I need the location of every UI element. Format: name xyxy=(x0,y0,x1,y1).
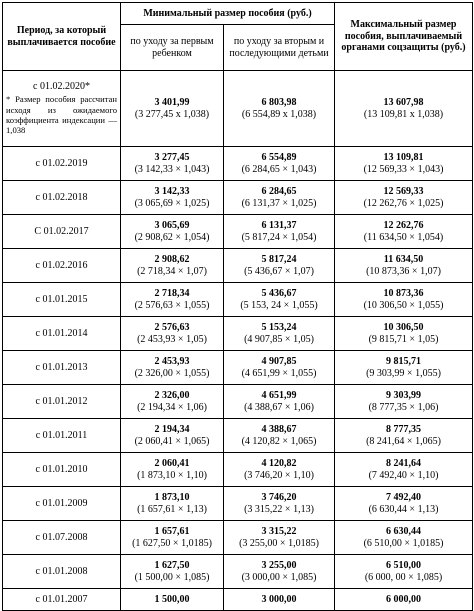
table-row xyxy=(3,215,473,249)
table-row xyxy=(3,249,473,283)
max-benefit-calculation: (8 241,64 × 1,065) xyxy=(366,435,441,447)
first-child-cell xyxy=(121,487,224,521)
first-child-calculation: (2 326,00 × 1,055) xyxy=(134,367,210,379)
max-benefit-calculation: (12 262,76 × 1,025) xyxy=(363,197,444,209)
period-cell xyxy=(3,487,121,521)
header-second-child: по уходу за вторым и последующими детьми xyxy=(224,25,335,71)
max-benefit-calculation: (8 777,35 × 1,06) xyxy=(368,401,439,413)
footnote: * Размер пособия рассчитан исходя из ожидаемого коэффициента индексации — 1,038 xyxy=(6,94,117,136)
first-child-cell xyxy=(121,589,224,611)
first-child-amount: 2 453,93 xyxy=(154,355,190,367)
second-child-cell xyxy=(224,215,335,249)
table-row xyxy=(3,181,473,215)
second-child-cell xyxy=(224,419,335,453)
second-child-calculation: (5 817,24 × 1,054) xyxy=(241,231,317,243)
first-child-calculation: (1 627,50 × 1,0185) xyxy=(132,537,212,549)
first-child-amount: 1 627,50 xyxy=(154,559,190,571)
second-child-amount: 6 554,89 xyxy=(261,151,297,163)
first-child-calculation: (3 277,45 х 1,038) xyxy=(134,108,210,120)
first-child-cell xyxy=(121,351,224,385)
period-label: с 01.01.2012 xyxy=(35,395,88,407)
max-benefit-calculation: (12 569,33 × 1,043) xyxy=(363,163,444,175)
max-benefit-amount: 13 109,81 xyxy=(383,151,424,163)
first-child-amount: 2 194,34 xyxy=(154,423,190,435)
max-benefit-amount: 6 000,00 xyxy=(386,593,421,605)
second-child-calculation: (5 153, 24 × 1,055) xyxy=(240,299,318,311)
benefit-table xyxy=(2,2,473,611)
period-label: с 01.02.2018 xyxy=(35,191,88,203)
max-benefit-amount: 6 630,44 xyxy=(386,525,421,537)
benefit-table-container xyxy=(2,2,473,611)
max-benefit-cell xyxy=(335,555,473,589)
period-cell xyxy=(3,351,121,385)
period-cell xyxy=(3,283,121,317)
max-benefit-amount: 9 815,71 xyxy=(386,355,421,367)
max-benefit-cell xyxy=(335,521,473,555)
max-benefit-amount: 12 569,33 xyxy=(383,185,424,197)
table-row xyxy=(3,147,473,181)
period-label: с 01.01.2013 xyxy=(35,361,88,373)
period-cell xyxy=(3,147,121,181)
period-label: с 01.02.2016 xyxy=(35,259,88,271)
max-benefit-calculation: (10 873,36 × 1,07) xyxy=(366,265,441,277)
first-child-amount: 3 277,45 xyxy=(154,151,190,163)
period-label: с 01.01.2014 xyxy=(35,327,88,339)
header-first-child: по уходу за первым ребенком xyxy=(121,25,224,71)
second-child-cell xyxy=(224,181,335,215)
table-row xyxy=(3,419,473,453)
max-benefit-amount: 10 873,36 xyxy=(383,287,424,299)
second-child-calculation: (4 907,85 × 1,05) xyxy=(244,333,314,345)
second-child-cell xyxy=(224,555,335,589)
second-child-amount: 3 746,20 xyxy=(261,491,297,503)
first-child-calculation: (2 718,34 × 1,07) xyxy=(137,265,207,277)
second-child-amount: 6 284,65 xyxy=(261,185,297,197)
max-benefit-cell xyxy=(335,283,473,317)
second-child-amount: 5 817,24 xyxy=(261,253,297,265)
period-cell xyxy=(3,215,121,249)
second-child-amount: 4 651,99 xyxy=(261,389,297,401)
first-child-calculation: (2 453,93 × 1,05) xyxy=(137,333,207,345)
max-benefit-amount: 8 241,64 xyxy=(386,457,421,469)
second-child-calculation: (3 000,00 × 1,085) xyxy=(241,571,317,583)
max-benefit-amount: 9 303,99 xyxy=(386,389,421,401)
first-child-amount: 3 065,69 xyxy=(154,219,190,231)
period-label: с 01.01.2010 xyxy=(35,463,88,475)
first-child-amount: 2 908,62 xyxy=(154,253,190,265)
table-row xyxy=(3,317,473,351)
period-cell xyxy=(3,71,121,147)
second-child-amount: 4 907,85 xyxy=(261,355,297,367)
first-child-cell xyxy=(121,419,224,453)
second-child-calculation: (6 131,37 × 1,025) xyxy=(241,197,317,209)
period-cell xyxy=(3,555,121,589)
first-child-cell xyxy=(121,555,224,589)
second-child-cell xyxy=(224,521,335,555)
second-child-amount: 4 388,67 xyxy=(261,423,297,435)
first-child-cell xyxy=(121,147,224,181)
first-child-amount: 2 576,63 xyxy=(154,321,190,333)
max-benefit-calculation: (9 815,71 × 1,05) xyxy=(368,333,439,345)
period-cell xyxy=(3,589,121,611)
table-row xyxy=(3,351,473,385)
period-label: с 01.01.2011 xyxy=(35,429,88,441)
second-child-calculation: (4 388,67 × 1,06) xyxy=(244,401,314,413)
second-child-calculation: (6 284,65 × 1,043) xyxy=(241,163,317,175)
second-child-cell xyxy=(224,351,335,385)
period-cell xyxy=(3,249,121,283)
period-label: с 01.01.2009 xyxy=(35,497,88,509)
first-child-amount: 2 718,34 xyxy=(154,287,190,299)
second-child-amount: 3 255,00 xyxy=(261,559,297,571)
max-benefit-cell xyxy=(335,419,473,453)
second-child-cell xyxy=(224,283,335,317)
table-row xyxy=(3,71,473,147)
second-child-amount: 3 000,00 xyxy=(261,593,297,605)
max-benefit-calculation: (9 303,99 × 1,055) xyxy=(366,367,441,379)
max-benefit-calculation: (11 634,50 × 1,054) xyxy=(363,231,444,243)
period-cell xyxy=(3,419,121,453)
first-child-cell xyxy=(121,521,224,555)
max-benefit-cell xyxy=(335,71,473,147)
first-child-cell xyxy=(121,71,224,147)
first-child-amount: 3 401,99 xyxy=(154,96,190,108)
max-benefit-cell xyxy=(335,181,473,215)
first-child-amount: 1 657,61 xyxy=(154,525,190,537)
max-benefit-calculation: (13 109,81 х 1,038) xyxy=(363,108,444,120)
max-benefit-cell xyxy=(335,317,473,351)
first-child-calculation: (2 194,34 × 1,06) xyxy=(137,401,207,413)
first-child-calculation: (3 065,69 × 1,025) xyxy=(134,197,210,209)
max-benefit-cell xyxy=(335,589,473,611)
period-label: с 01.01.2007 xyxy=(35,593,88,605)
first-child-calculation: (1 500,00 × 1,085) xyxy=(134,571,210,583)
max-benefit-amount: 8 777,35 xyxy=(386,423,421,435)
second-child-cell xyxy=(224,453,335,487)
second-child-amount: 6 131,37 xyxy=(261,219,297,231)
first-child-amount: 2 060,41 xyxy=(154,457,190,469)
second-child-amount: 5 153,24 xyxy=(261,321,297,333)
second-child-amount: 3 315,22 xyxy=(261,525,297,537)
max-benefit-amount: 6 510,00 xyxy=(386,559,421,571)
header-period: Период, за который выплачивается пособие xyxy=(3,3,121,71)
first-child-calculation: (2 060,41 × 1,065) xyxy=(134,435,210,447)
max-benefit-amount: 7 492,40 xyxy=(386,491,421,503)
first-child-amount: 3 142,33 xyxy=(154,185,190,197)
second-child-cell xyxy=(224,317,335,351)
first-child-amount: 2 326,00 xyxy=(154,389,190,401)
second-child-calculation: (3 255,00 × 1,0185) xyxy=(239,537,319,549)
period-cell xyxy=(3,181,121,215)
table-row xyxy=(3,453,473,487)
max-benefit-amount: 10 306,50 xyxy=(383,321,424,333)
second-child-calculation: (3 315,22 × 1,13) xyxy=(244,503,314,515)
max-benefit-calculation: (7 492,40 × 1,10) xyxy=(368,469,439,481)
second-child-amount: 5 436,67 xyxy=(261,287,297,299)
max-benefit-cell xyxy=(335,453,473,487)
table-row xyxy=(3,283,473,317)
second-child-cell xyxy=(224,487,335,521)
header-max: Максимальный размер пособия, выплачиваемый органами соцзащиты (руб.) xyxy=(335,3,473,71)
first-child-cell xyxy=(121,317,224,351)
first-child-cell xyxy=(121,283,224,317)
second-child-cell xyxy=(224,249,335,283)
second-child-cell xyxy=(224,71,335,147)
first-child-cell xyxy=(121,215,224,249)
period-label: с 01.02.2020* xyxy=(33,81,90,93)
header-min-group: Минимальный размер пособия (руб.) xyxy=(121,3,335,25)
second-child-calculation: (4 651,99 × 1,055) xyxy=(241,367,317,379)
first-child-calculation: (3 142,33 × 1,043) xyxy=(134,163,210,175)
max-benefit-calculation: (6 000, 00 × 1,085) xyxy=(364,571,443,583)
max-benefit-cell xyxy=(335,385,473,419)
period-cell xyxy=(3,385,121,419)
period-label: с 01.07.2008 xyxy=(35,531,88,543)
max-benefit-calculation: (6 630,44 × 1,13) xyxy=(368,503,439,515)
first-child-cell xyxy=(121,181,224,215)
second-child-amount: 6 803,98 xyxy=(261,96,297,108)
second-child-calculation: (4 120,82 × 1,065) xyxy=(241,435,317,447)
table-body xyxy=(3,71,473,611)
first-child-calculation: (1 657,61 × 1,13) xyxy=(137,503,207,515)
first-child-calculation: (2 908,62 × 1,054) xyxy=(134,231,210,243)
first-child-calculation: (2 576,63 × 1,055) xyxy=(134,299,210,311)
max-benefit-cell xyxy=(335,147,473,181)
max-benefit-amount: 12 262,76 xyxy=(383,219,424,231)
table-row xyxy=(3,487,473,521)
max-benefit-cell xyxy=(335,249,473,283)
table-row xyxy=(3,521,473,555)
max-benefit-cell xyxy=(335,487,473,521)
first-child-amount: 1 873,10 xyxy=(154,491,190,503)
second-child-calculation: (3 746,20 × 1,10) xyxy=(244,469,314,481)
period-label: С 01.02.2017 xyxy=(34,225,89,237)
table-row xyxy=(3,555,473,589)
table-row xyxy=(3,589,473,611)
max-benefit-calculation: (6 510,00 × 1,0185) xyxy=(363,537,444,549)
period-label: с 01.01.2015 xyxy=(35,293,88,305)
period-cell xyxy=(3,521,121,555)
second-child-calculation: (5 436,67 × 1,07) xyxy=(244,265,314,277)
first-child-cell xyxy=(121,385,224,419)
max-benefit-calculation: (10 306,50 × 1,055) xyxy=(363,299,444,311)
first-child-calculation: (1 873,10 × 1,10) xyxy=(137,469,207,481)
first-child-cell xyxy=(121,453,224,487)
period-label: с 01.01.2008 xyxy=(35,565,88,577)
max-benefit-amount: 11 634,50 xyxy=(383,253,424,265)
second-child-cell xyxy=(224,589,335,611)
table-row xyxy=(3,385,473,419)
second-child-cell xyxy=(224,147,335,181)
max-benefit-amount: 13 607,98 xyxy=(383,96,424,108)
period-cell xyxy=(3,317,121,351)
second-child-calculation: (6 554,89 х 1,038) xyxy=(241,108,317,120)
first-child-amount: 1 500,00 xyxy=(154,593,190,605)
second-child-cell xyxy=(224,385,335,419)
second-child-amount: 4 120,82 xyxy=(261,457,297,469)
max-benefit-cell xyxy=(335,215,473,249)
max-benefit-cell xyxy=(335,351,473,385)
period-label: с 01.02.2019 xyxy=(35,157,88,169)
period-cell xyxy=(3,453,121,487)
first-child-cell xyxy=(121,249,224,283)
